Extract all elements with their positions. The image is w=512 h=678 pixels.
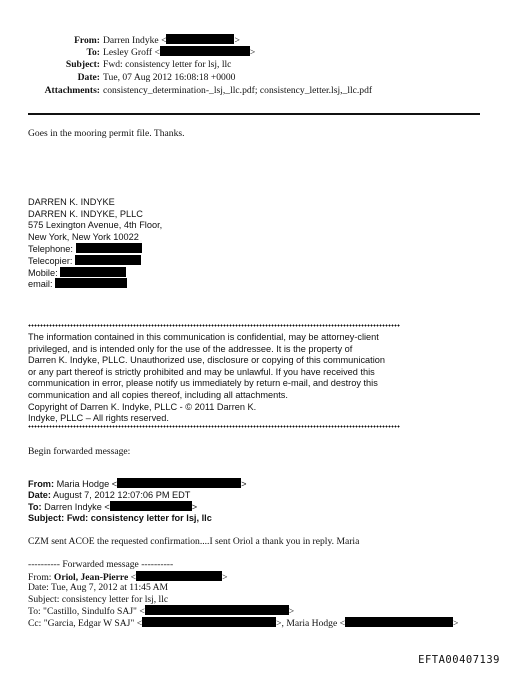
signature-address-2: New York, New York 10022 <box>28 231 139 242</box>
redaction-bar <box>142 617 276 627</box>
inner-forward-from-open: < <box>128 571 137 583</box>
redaction-bar <box>136 571 222 581</box>
inner-forward-cc-mid: >, Maria Hodge < <box>276 617 346 629</box>
disclaimer-line: Darren K. Indyke, PLLC. Unauthorized use, disclosure or copying of this communication <box>28 355 385 366</box>
inner-forward-to-close: > <box>288 606 295 617</box>
header-subject-value: Fwd: consistency letter for lsj, llc <box>103 59 232 70</box>
header-attachments-value: consistency_determination-_lsj,_llc.pdf; consistency_letter.lsj,_llc.pdf <box>103 85 373 96</box>
header-subject-label: Subject: <box>65 59 100 70</box>
document-id: EFTA00407139 <box>418 654 500 666</box>
redaction-bar <box>117 478 241 488</box>
disclaimer-line: Copyright of Darren K. Indyke, PLLC - © 2011 Darren K. <box>28 401 257 412</box>
signature-email-label: email: <box>28 279 53 290</box>
signature-firm: DARREN K. INDYKE, PLLC <box>28 208 143 219</box>
disclaimer-divider-bottom <box>28 425 400 428</box>
header-to-value: Lesley Groff < <box>103 47 160 58</box>
inner-forward-divider: ---------- Forwarded message ---------- <box>28 559 174 570</box>
inner-forward-cc-text: Cc: "Garcia, Edgar W SAJ" < <box>28 617 143 629</box>
redaction-bar <box>55 278 127 288</box>
header-from-close: > <box>234 35 240 46</box>
inner-forward-from-name: Oriol, Jean-Pierre <box>53 571 129 583</box>
forward-to-value: Darren Indyke < <box>44 502 110 513</box>
redaction-bar <box>110 501 192 511</box>
header-from-label: From: <box>74 35 100 46</box>
body-text: Goes in the mooring permit file. Thanks. <box>28 128 185 139</box>
header-from-value: Darren Indyke < <box>103 35 167 46</box>
forward-from-value: Maria Hodge < <box>56 479 118 489</box>
header-attachments-label: Attachments: <box>44 85 100 96</box>
signature-email-row <box>28 278 127 291</box>
inner-forward-cc-row <box>28 617 458 630</box>
inner-forward-subject: Subject: consistency letter for lsj, llc <box>28 593 169 605</box>
signature-mobile-label: Mobile: <box>28 267 58 278</box>
forward-subject-value: Fwd: consistency letter for lsj, llc <box>66 512 212 523</box>
forward-message: CZM sent ACOE the requested confirmation....I sent Oriol a thank you in reply. Maria <box>28 536 360 547</box>
signature-telecopier-label: Telecopier: <box>28 256 73 266</box>
disclaimer-line: or any part thereof is strictly prohibited and may be unlawful. If you have received this <box>28 366 375 377</box>
header-subject-row <box>0 58 512 71</box>
redaction-bar <box>60 267 126 277</box>
forward-subject-label: Subject: <box>28 512 65 523</box>
inner-forward-date: Date: Tue, Aug 7, 2012 at 11:45 AM <box>28 582 169 593</box>
forward-to-close: > <box>191 502 198 513</box>
forward-date-value: August 7, 2012 12:07:06 PM EDT <box>53 489 191 500</box>
header-date-row <box>0 71 512 84</box>
forward-subject-row <box>28 513 212 525</box>
forward-from-close: > <box>241 479 247 489</box>
disclaimer-line: The information contained in this communication is confidential, may be attorney-client <box>28 332 379 342</box>
disclaimer-line: communication and all copies thereof, including all attachments. <box>28 390 288 400</box>
disclaimer-line: privileged, and is intended only for the use of the addressee. It is the property of <box>28 343 353 354</box>
header-to-label: To: <box>86 47 100 58</box>
inner-forward-to-text: To: "Castillo, Sindulfo SAJ" < <box>28 606 145 617</box>
redaction-bar <box>345 617 453 627</box>
header-date-value: Tue, 07 Aug 2012 16:08:18 +0000 <box>103 72 236 83</box>
header-attachments-row <box>0 84 512 97</box>
redaction-bar <box>166 34 234 44</box>
forward-date-label: Date: <box>28 489 51 500</box>
disclaimer-line: Indyke, PLLC – All rights reserved. <box>28 413 169 424</box>
inner-forward-from-prefix: From: <box>28 571 54 583</box>
forward-date-row <box>28 490 190 502</box>
signature-address-1: 575 Lexington Avenue, 4th Floor, <box>28 220 163 231</box>
redaction-bar <box>160 46 250 56</box>
redaction-bar <box>75 255 141 265</box>
redaction-bar <box>76 243 142 253</box>
forward-to-label: To: <box>28 502 42 513</box>
inner-forward-cc-close: > <box>453 617 459 629</box>
redaction-bar <box>145 605 289 615</box>
forward-from-label: From: <box>28 479 55 489</box>
forward-intro: Begin forwarded message: <box>28 446 131 457</box>
header-divider <box>28 113 480 115</box>
inner-forward-from-close: > <box>222 571 228 583</box>
signature-name: DARREN K. INDYKE <box>28 197 115 207</box>
signature-telephone-label: Telephone: <box>28 244 73 255</box>
disclaimer-divider-top <box>28 324 400 327</box>
disclaimer-line: communication in error, please notify us immediately by return e-mail, and destroy this <box>28 378 378 389</box>
header-date-label: Date: <box>77 72 100 83</box>
header-to-close: > <box>249 47 256 58</box>
